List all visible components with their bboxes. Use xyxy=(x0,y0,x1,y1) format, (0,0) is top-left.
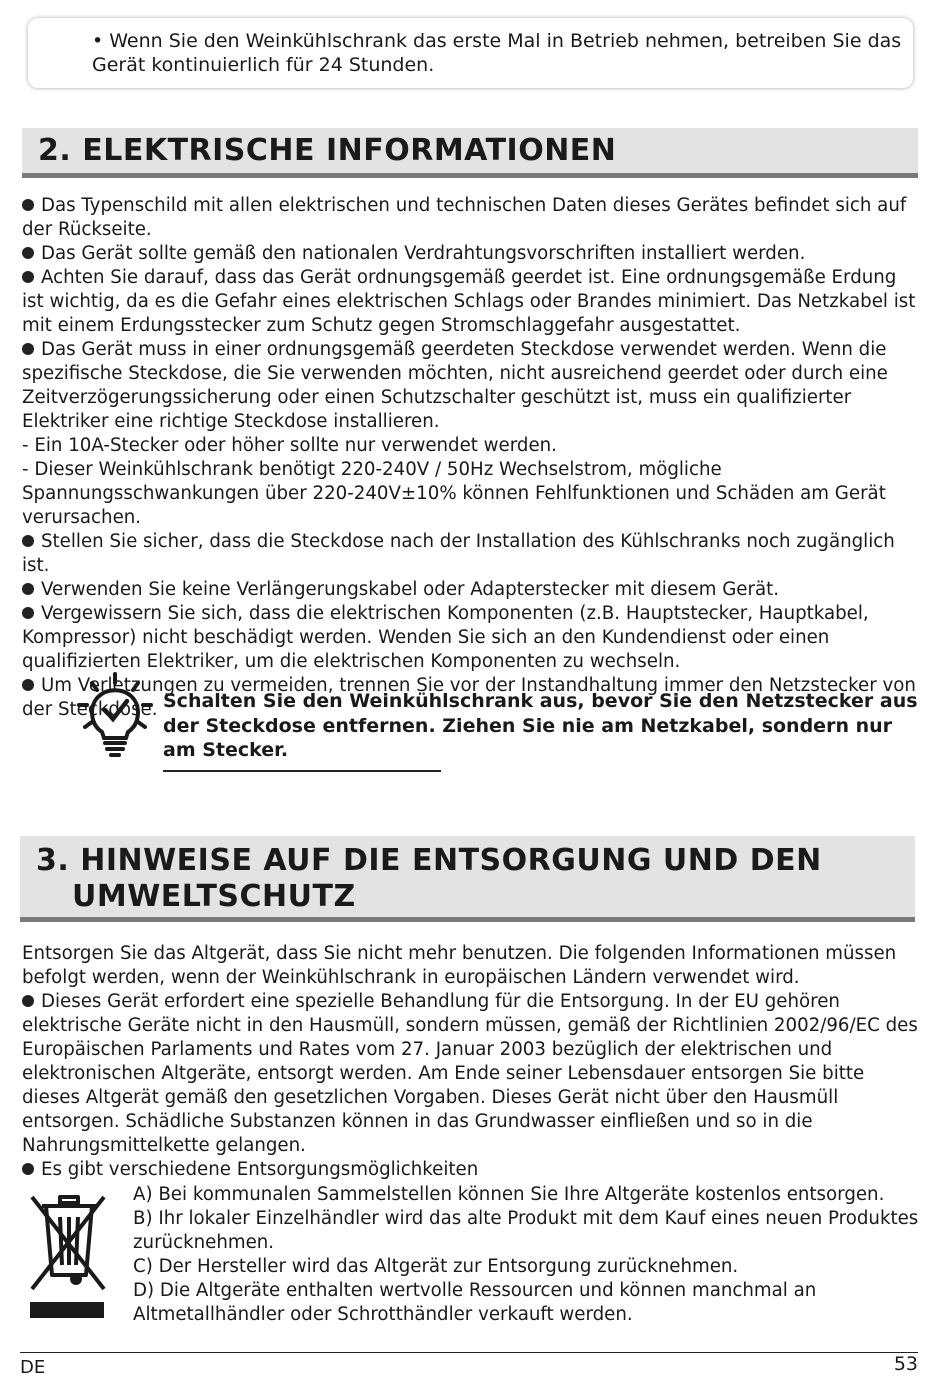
paragraph: Achten Sie darauf, dass das Gerät ordnungsgemäß geerdet ist. Eine ordnungsgemäße Erdung ist wichtig, da es die Gefahr eines elektrischen Schlags oder Brandes minimiert. Das Netzkabel ist mit einem Erdungsstecker zum Schutz gegen Stromschlaggefahr ausgestattet. xyxy=(22,266,922,338)
tip-text: Schalten Sie den Weinkühlschrank aus, bevor Sie den Netzstecker aus der Steckdose entfernen. Ziehen Sie nie am Netzkabel, sondern nur am Stecker. xyxy=(163,690,918,761)
page-number: 53 xyxy=(893,1353,918,1375)
startup-note-text: • Wenn Sie den Weinkühlschrank das erste Mal in Betrieb nehmen, betreiben Sie das Gerät kontinuierlich für 24 Stunden. xyxy=(92,30,902,76)
disposal-options xyxy=(133,1183,923,1327)
paragraph: Um Verletzungen zu vermeiden, trennen Sie vor der Instandhaltung immer den Netzstecker von der Steckdose. xyxy=(22,674,922,722)
paragraph: - Dieser Weinkühlschrank benötigt 220-240V / 50Hz Wechselstrom, mögliche Spannungsschwankungen über 220-240V±10% können Fehlfunktionen und Schäden am Gerät verursachen. xyxy=(22,459,886,528)
lightbulb-tip-icon xyxy=(76,672,154,758)
paragraph: Dieses Gerät erfordert eine spezielle Behandlung für die Entsorgung. In der EU gehören elektrische Geräte nicht in den Hausmüll, sondern müssen, gemäß der Richtlinien 2002/96/EC des Europäischen Parlaments und Rates vom 27. Januar 2003 bezüglich der elektrischen und elektronischen Altgeräte, entsorgt werden. Am Ende seiner Lebensdauer entsorgen Sie bitte dieses Altgerät gemäß den gesetzlichen Vorgaben. Dieses Gerät nicht über den Hausmüll entsorgen. Schädliche Substanzen können in das Grundwasser einfließen und so in die Nahrungsmittelkette gelangen. xyxy=(22,990,922,1158)
footer-language: DE xyxy=(20,1357,46,1378)
paragraph: Vergewissern Sie sich, dass die elektrischen Komponenten (z.B. Hauptstecker, Hauptkabel, Kompressor) nicht beschädigt werden. Wenden Sie sich an den Kundendienst oder einen qualifizierten Elektriker, um die elektrischen Komponenten zu wechseln. xyxy=(22,602,922,674)
section-3-title: 3. HINWEISE AUF DIE ENTSORGUNG UND DEN UMWELTSCHUTZ xyxy=(36,843,822,914)
paragraph: Das Typenschild mit allen elektrischen und technischen Daten dieses Gerätes befindet sich auf der Rückseite. xyxy=(22,194,922,242)
section-2-header xyxy=(22,128,918,178)
paragraph: Es gibt verschiedene Entsorgungsmöglichkeiten xyxy=(22,1158,922,1182)
tip-underline xyxy=(163,770,441,772)
crossed-bin-weee-icon xyxy=(26,1193,110,1323)
section-2-title: 2. ELEKTRISCHE INFORMATIONEN xyxy=(38,133,617,168)
section-3-body xyxy=(22,942,922,1182)
section-3-header xyxy=(20,836,915,922)
section-2-body xyxy=(22,194,922,722)
list-item: A) Bei kommunalen Sammelstellen können Sie Ihre Altgeräte kostenlos entsorgen. xyxy=(133,1184,885,1205)
list-item: D) Die Altgeräte enthalten wertvolle Ressourcen und können manchmal an Altmetallhändler oder Schrotthändler verkauft werden. xyxy=(133,1280,817,1325)
paragraph: Das Gerät muss in einer ordnungsgemäß geerdeten Steckdose verwendet werden. Wenn die spezifische Steckdose, die Sie verwenden möchten, nicht ausreichend geerdet oder durch eine Zeitverzögerungssicherung oder einen Schutzschalter geschützt ist, muss ein qualifizierter Elektriker eine richtige Steckdose installieren. xyxy=(22,338,922,434)
list-item: C) Der Hersteller wird das Altgerät zur Entsorgung zurücknehmen. xyxy=(133,1256,739,1277)
footer-divider xyxy=(20,1352,918,1353)
list-item: B) Ihr lokaler Einzelhändler wird das alte Produkt mit dem Kauf eines neuen Produktes zurücknehmen. xyxy=(133,1208,919,1253)
paragraph: Verwenden Sie keine Verlängerungskabel oder Adapterstecker mit diesem Gerät. xyxy=(22,578,922,602)
paragraph: - Ein 10A-Stecker oder höher sollte nur verwendet werden. xyxy=(22,435,557,456)
paragraph: Stellen Sie sicher, dass die Steckdose nach der Installation des Kühlschranks noch zugänglich ist. xyxy=(22,530,922,578)
paragraph: Das Gerät sollte gemäß den nationalen Verdrahtungsvorschriften installiert werden. xyxy=(22,242,922,266)
paragraph: Entsorgen Sie das Altgerät, dass Sie nicht mehr benutzen. Die folgenden Informationen müssen befolgt werden, wenn der Weinkühlschrank in europäischen Ländern verwendet wird. xyxy=(22,943,897,988)
